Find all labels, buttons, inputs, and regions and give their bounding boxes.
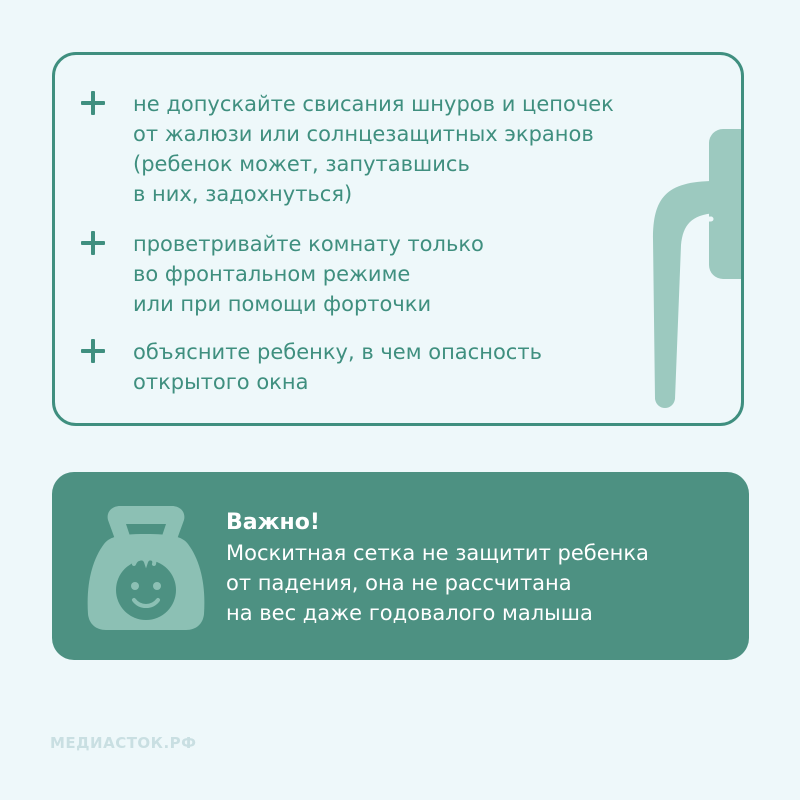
plus-icon xyxy=(81,231,105,255)
tip-text: объясните ребенку, в чем опасность открытого окна xyxy=(133,340,542,394)
plus-icon xyxy=(81,339,105,363)
warning-title: Важно! xyxy=(226,510,320,535)
warning-text: Москитная сетка не защитит ребенка от падения, она не рассчитана на вес даже годовалого малыша xyxy=(226,541,649,625)
tips-card xyxy=(52,52,744,426)
tip-text: проветривайте комнату только во фронтальном режиме или при помощи форточки xyxy=(133,232,484,316)
window-handle-icon xyxy=(645,129,744,409)
warning-card xyxy=(52,472,749,660)
brand-watermark: МЕДИАСТОК.РФ xyxy=(50,734,197,752)
baby-weight-icon xyxy=(82,500,210,632)
tip-text: не допускайте свисания шнуров и цепочек от жалюзи или солнцезащитных экранов (ребенок может, запутавшись в них, задохнуться) xyxy=(133,92,614,206)
plus-icon xyxy=(81,91,105,115)
